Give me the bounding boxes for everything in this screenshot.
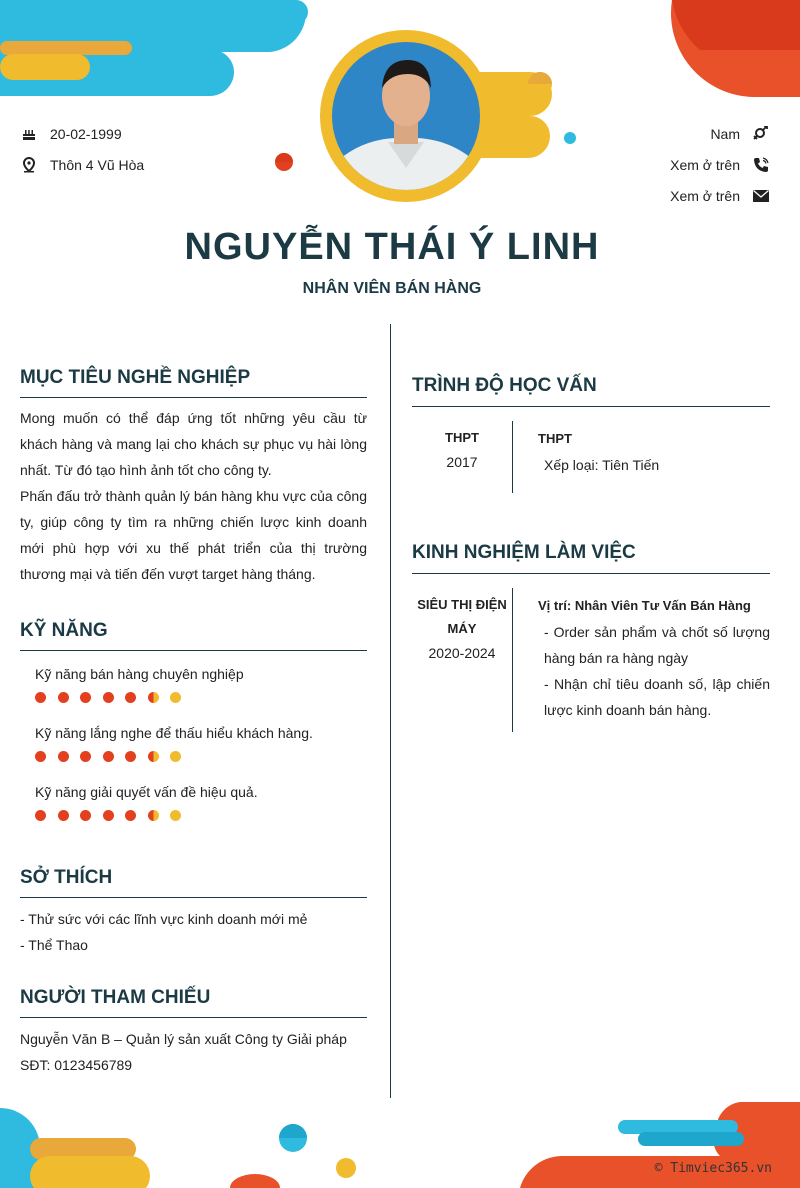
experience-position: Vị trí: Nhân Viên Tư Vấn Bán Hàng [538, 598, 751, 613]
email-row [670, 186, 770, 206]
education-degree: THPT [538, 431, 572, 446]
hobbies-title: SỞ THÍCH [20, 867, 113, 888]
objective-paragraph-2: Phấn đấu trở thành quản lý bán hàng khu vực của công ty, giúp công ty tìm ra những chiến lược kinh doanh mới phù hợp với xu thế phát triển của thị trường thương mại và tiến đến vượt target hàng tháng. [20, 488, 367, 582]
hobbies-title-underline [20, 897, 367, 898]
birthdate-row [20, 124, 122, 144]
objective-text [20, 405, 367, 587]
address-text: Thôn 4 Vũ Hòa [50, 157, 145, 173]
objective-title: MỤC TIÊU NGHỀ NGHIỆP [20, 367, 251, 388]
skill-rating-dot [35, 810, 46, 821]
skill-rating-dot [148, 810, 159, 821]
skill-rating-dot [58, 810, 69, 821]
skill-rating-dot [170, 751, 181, 762]
skill-rating-dot [80, 751, 91, 762]
skill-rating-dot [103, 751, 114, 762]
column-divider [390, 324, 391, 1098]
email-text: Xem ở trên [670, 188, 740, 204]
phone-icon [752, 156, 770, 174]
bottom-left-decoration [0, 1100, 370, 1188]
references-title-underline [20, 1017, 367, 1018]
experience-title: KINH NGHIỆM LÀM VIỆC [412, 542, 636, 563]
objective-title-underline [20, 397, 367, 398]
skill-rating-dot [125, 751, 136, 762]
skill-rating-dot [170, 810, 181, 821]
education-entry-right [538, 426, 770, 478]
reference-line-1: Nguyễn Văn B – Quản lý sản xuất Công ty Giải pháp [20, 1031, 347, 1047]
skill-rating-dot [58, 751, 69, 762]
job-title: NHÂN VIÊN BÁN HÀNG [302, 280, 482, 297]
hobbies-list [20, 906, 367, 958]
gender-row [710, 124, 770, 144]
experience-duty: - Nhận chỉ tiêu doanh số, lập chiến lược kinh doanh bán hàng. [544, 676, 770, 718]
gender-text: Nam [710, 126, 740, 142]
skill-name: Kỹ năng giải quyết vấn đề hiệu quả. [35, 784, 258, 800]
skill-rating-dot [35, 751, 46, 762]
references-text [20, 1026, 367, 1078]
skill-rating-dot [125, 810, 136, 821]
birthday-cake-icon [20, 125, 38, 143]
location-pin-icon [20, 156, 38, 174]
experience-title-underline [412, 573, 770, 574]
skill-rating [35, 810, 193, 821]
experience-entry-right [538, 593, 770, 723]
skill-name: Kỹ năng lắng nghe để thấu hiểu khách hàng. [35, 725, 313, 741]
education-title: TRÌNH ĐỘ HỌC VẤN [412, 375, 597, 396]
phone-text: Xem ở trên [670, 157, 740, 173]
education-entry-left [412, 426, 512, 474]
skill-rating-dot [170, 692, 181, 703]
experience-entry-left [412, 593, 512, 665]
experience-timeline-bar [512, 588, 513, 732]
profile-photo [332, 42, 480, 190]
education-detail: Xếp loại: Tiên Tiến [544, 457, 660, 473]
references-title: NGƯỜI THAM CHIẾU [20, 987, 211, 1008]
skill-rating-dot [80, 692, 91, 703]
skill-rating-dot [148, 751, 159, 762]
top-right-decoration [660, 0, 800, 100]
objective-paragraph-1: Mong muốn có thể đáp ứng tốt những yêu cầu từ khách hàng và mang lại cho khách sự phục vụ hài lòng nhất. Từ đó tạo hình ảnh tốt cho công ty. [20, 410, 367, 478]
reference-line-2: SĐT: 0123456789 [20, 1057, 133, 1073]
education-school: THPT [445, 430, 479, 445]
skill-rating-dot [35, 692, 46, 703]
skills-title: KỸ NĂNG [20, 620, 108, 641]
hobby-item: - Thể Thao [20, 937, 88, 953]
experience-duty: - Order sản phẩm và chốt số lượng hàng bán ra hàng ngày [544, 624, 770, 666]
education-timeline-bar [512, 421, 513, 493]
experience-company: SIÊU THỊ ĐIỆN MÁY [417, 597, 507, 636]
education-year: 2017 [446, 454, 478, 470]
watermark: © Timviec365.vn [654, 1161, 772, 1176]
skill-rating [35, 692, 193, 703]
skill-name: Kỹ năng bán hàng chuyên nghiệp [35, 666, 244, 682]
gender-icon [752, 125, 770, 143]
experience-period: 2020-2024 [428, 645, 496, 661]
skill-rating [35, 751, 193, 762]
hobby-item: - Thử sức với các lĩnh vực kinh doanh mới mẻ [20, 911, 308, 927]
skill-rating-dot [148, 692, 159, 703]
mail-icon [752, 187, 770, 205]
skill-rating-dot [103, 810, 114, 821]
candidate-name: NGUYỄN THÁI Ý LINH [184, 226, 600, 268]
skill-rating-dot [58, 692, 69, 703]
phone-row [670, 155, 770, 175]
address-row [20, 155, 144, 175]
skill-rating-dot [80, 810, 91, 821]
birthdate-text: 20-02-1999 [50, 126, 122, 142]
skill-rating-dot [103, 692, 114, 703]
skill-rating-dot [125, 692, 136, 703]
education-title-underline [412, 406, 770, 407]
skills-title-underline [20, 650, 367, 651]
